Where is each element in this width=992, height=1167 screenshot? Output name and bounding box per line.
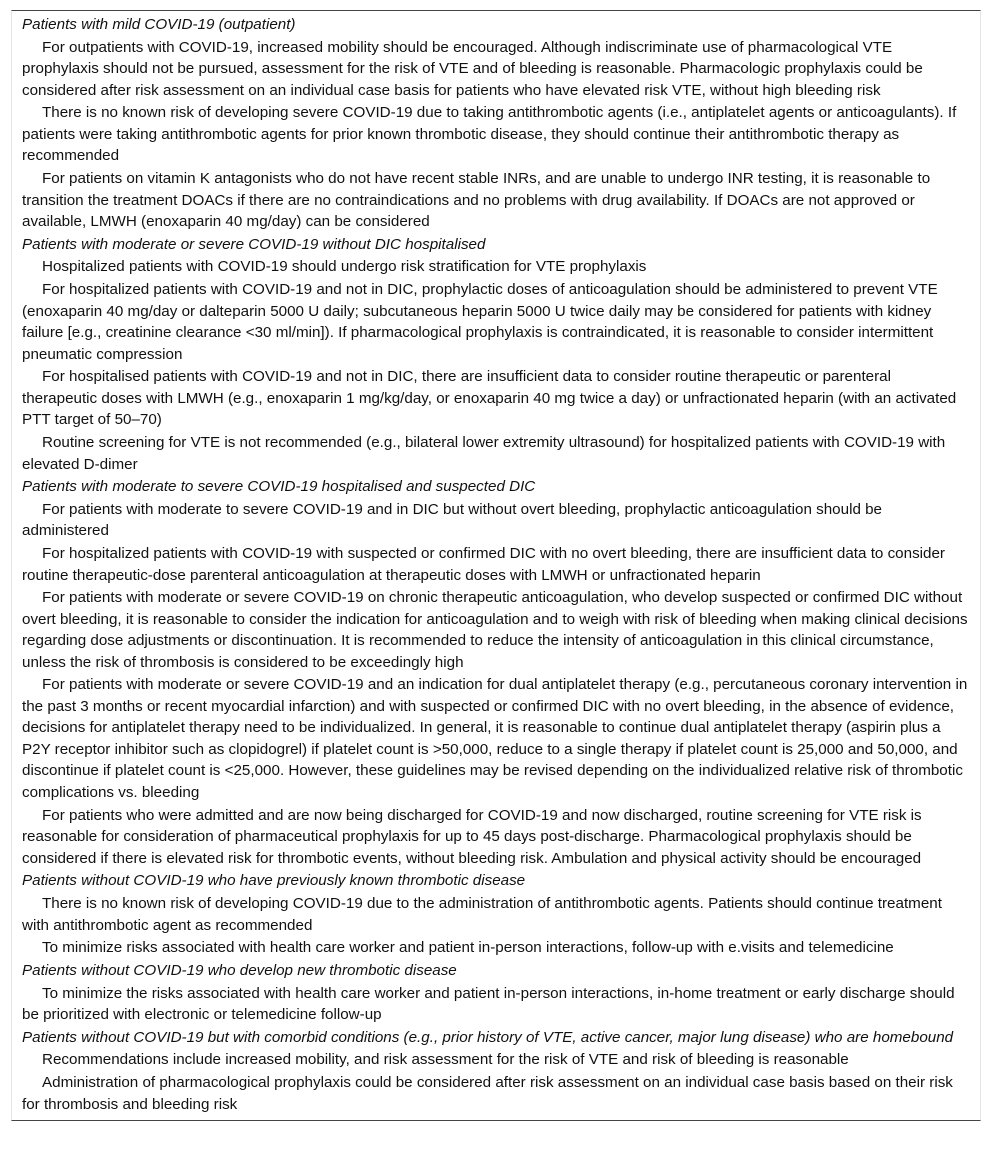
recommendation-item: For hospitalised patients with COVID-19 and not in DIC, there are insufficient data to consider routine therapeutic or parenteral therapeutic doses with LMWH (e.g., enoxaparin 1 mg/kg/day, or enoxaparin 40 mg twice a day) or unfractionated heparin (with an activated PTT target of 50–70) [22, 368, 957, 429]
recommendation-item: For patients with moderate or severe COVID-19 on chronic therapeutic anticoagulation, who develop suspected or confirmed DIC without overt bleeding, it is reasonable to consider the indication for anticoagulation and to weigh with risk of bleeding when making clinical decisions regarding dose adjustments or discontinuation. It is recommended to reduce the intensity of anticoagulation in this clinical circumstance, unless the risk of thrombosis is considered to be exceedingly high [22, 589, 968, 671]
recommendation-item: Routine screening for VTE is not recommended (e.g., bilateral lower extremity ultrasound) for hospitalized patients with COVID-19 with elevated D-dimer [22, 434, 946, 473]
section-heading: Patients without COVID-19 who have previously known thrombotic disease [22, 872, 526, 890]
section-heading: Patients with moderate or severe COVID-19 without DIC hospitalised [22, 235, 486, 253]
recommendation-item: Administration of pharmacological prophylaxis could be considered after risk assessment on an individual case basis based on their risk for thrombosis and bleeding risk [22, 1074, 953, 1113]
recommendation-item: For hospitalized patients with COVID-19 with suspected or confirmed DIC with no overt bleeding, there are insufficient data to consider routine therapeutic-dose parenteral anticoagulation at therapeutic doses with LMWH or unfractionated heparin [22, 545, 945, 584]
section-heading: Patients without COVID-19 who develop new thrombotic disease [22, 961, 457, 979]
recommendation-item: Hospitalized patients with COVID-19 should undergo risk stratification for VTE prophylaxis [42, 258, 647, 276]
recommendations-table [11, 10, 981, 1121]
recommendation-item: For patients with moderate to severe COVID-19 and in DIC but without overt bleeding, prophylactic anticoagulation should be administered [22, 500, 882, 540]
recommendation-item: Recommendations include increased mobility, and risk assessment for the risk of VTE and risk of bleeding is reasonable [42, 1051, 849, 1069]
section-heading: Patients without COVID-19 but with comorbid conditions (e.g., prior history of VTE, active cancer, major lung disease) who are homebound [22, 1028, 954, 1046]
recommendation-item: To minimize risks associated with health care worker and patient in-person interactions, follow-up with e.visits and telemedicine [42, 939, 894, 957]
recommendation-item: For patients with moderate or severe COVID-19 and an indication for dual antiplatelet therapy (e.g., percutaneous coronary intervention in the past 3 months or recent myocardial infarction) and with suspected or confirmed DIC with no overt bleeding, in the absence of evidence, decisions for antiplatelet therapy need to be individualized. In general, it is reasonable to continue dual antiplatelet therapy (aspirin plus a P2Y receptor inhibitor such as clopidogrel) if platelet count is >50,000, reduce to a single therapy if platelet count is 25,000 and 50,000, and discontinue if platelet count is <25,000. However, these guidelines may be revised depending on the individualized relative risk of thrombotic complications vs. bleeding [22, 676, 968, 801]
recommendation-item: For hospitalized patients with COVID-19 and not in DIC, prophylactic doses of anticoagulation should be administered to prevent VTE (enoxaparin 40 mg/day or dalteparin 5000 U daily; subcutaneous heparin 5000 U twice daily may be considered for patients with kidney failure [e.g., creatinine clearance <30 ml/min]). If pharmacological prophylaxis is contraindicated, it is reasonable to consider intermittent pneumatic compression [22, 281, 938, 363]
section-heading: Patients with mild COVID-19 (outpatient) [22, 16, 296, 33]
recommendation-item: There is no known risk of developing severe COVID-19 due to taking antithrombotic agents (i.e., antiplatelet agents or anticoagulants). If patients were taking antithrombotic agents for prior known thrombotic disease, they should continue their antithrombotic therapy as recommended [22, 104, 957, 165]
recommendation-item: For outpatients with COVID-19, increased mobility should be encouraged. Although indiscriminate use of pharmacological VTE prophylaxis should not be pursued, assessment for the risk of VTE and of bleeding is reasonable. Pharmacologic prophylaxis could be considered after risk assessment on an individual case basis for patients who have elevated risk VTE, without high bleeding risk [22, 38, 923, 99]
recommendation-item: There is no known risk of developing COVID-19 due to the administration of antithrombotic agents. Patients should continue treatment with antithrombotic agent as recommended [22, 895, 942, 934]
section-heading: Patients with moderate to severe COVID-19 hospitalised and suspected DIC [22, 478, 536, 496]
recommendation-item: For patients on vitamin K antagonists who do not have recent stable INRs, and are unable to undergo INR testing, it is reasonable to transition the treatment DOACs if there are no contraindications and no problems with drug availability. If DOACs are not approved or available, LMWH (enoxaparin 40 mg/day) can be considered [22, 170, 931, 231]
recommendation-item: To minimize the risks associated with health care worker and patient in-person interactions, in-home treatment or early discharge should be prioritized with electronic or telemedicine follow-up [22, 984, 955, 1024]
recommendation-item: For patients who were admitted and are now being discharged for COVID-19 and now discharged, routine screening for VTE risk is reasonable for consideration of pharmaceutical prophylaxis for up to 45 days post-discharge. Pharmacological prophylaxis should be considered if there is elevated risk for thrombotic events, without bleeding risk. Ambulation and physical activity should be encouraged [22, 806, 922, 867]
